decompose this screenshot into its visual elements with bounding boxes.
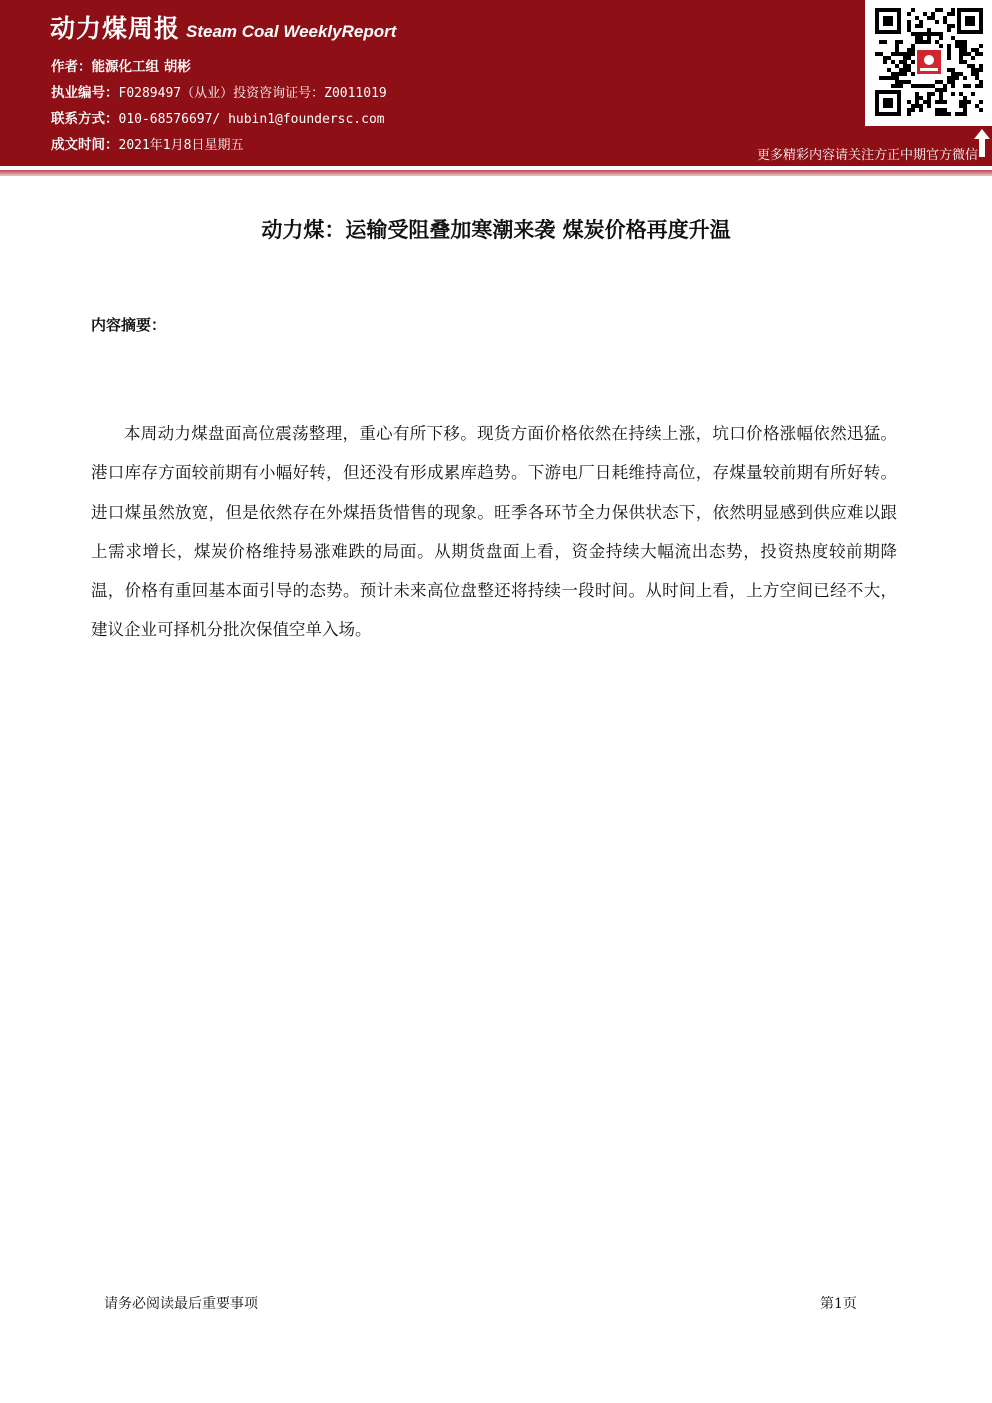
contact-label: 联系方式： [51, 111, 119, 127]
date-line [51, 133, 243, 153]
contact-line [51, 107, 385, 127]
header-divider-gradient [0, 170, 992, 176]
qr-caption: 更多精彩内容请关注方正中期官方微信 [756, 148, 978, 163]
abstract-paragraph: 本周动力煤盘面高位震荡整理，重心有所下移。现货方面价格依然在持续上涨，坑口价格涨幅依然迅猛。港口库存方面较前期有小幅好转，但还没有形成累库趋势。下游电厂日耗维持高位，存煤量较前期有所好转。进口煤虽然放宽，但是依然存在外煤捂货惜售的现象。旺季各环节全力保供状态下，依然明显感到供应难以跟上需求增长，煤炭价格维持易涨难跌的局面。从期货盘面上看，资金持续大幅流出态势，投资热度较前期降温，价格有重回基本面引导的态势。预计未来高位盘整还将持续一段时间。从时间上看，上方空间已经不大，建议企业可择机分批次保值空单入场。 [91, 424, 897, 640]
date-value: 2021年1月8日星期五 [118, 138, 244, 153]
license-value: F0289497（从业）投资咨询证号：Z0011019 [118, 86, 387, 101]
qr-code-icon [873, 6, 985, 118]
qr-code-box [865, 0, 992, 126]
license-line [51, 81, 387, 101]
date-label: 成文时间： [51, 137, 119, 153]
brand-title-cn: 动力煤周报 [50, 14, 181, 43]
author-value: 能源化工组 胡彬 [91, 59, 191, 75]
abstract-label: 内容摘要： [91, 316, 167, 334]
license-label: 执业编号： [51, 85, 119, 101]
page-number: 第1页 [820, 1296, 857, 1312]
up-arrow-icon[interactable] [973, 128, 991, 158]
report-brand [50, 9, 396, 45]
article-title: 动力煤：运输受阻叠加寒潮来袭 煤炭价格再度升温 [261, 218, 731, 242]
footer-notice: 请务必阅读最后重要事项 [104, 1296, 258, 1312]
header-divider [0, 164, 992, 166]
brand-title-en: Steam Coal WeeklyReport [186, 22, 397, 41]
author-line [51, 55, 191, 75]
contact-value: 010-68576697/ hubin1@foundersc.com [118, 112, 385, 127]
author-label: 作者： [51, 59, 92, 75]
